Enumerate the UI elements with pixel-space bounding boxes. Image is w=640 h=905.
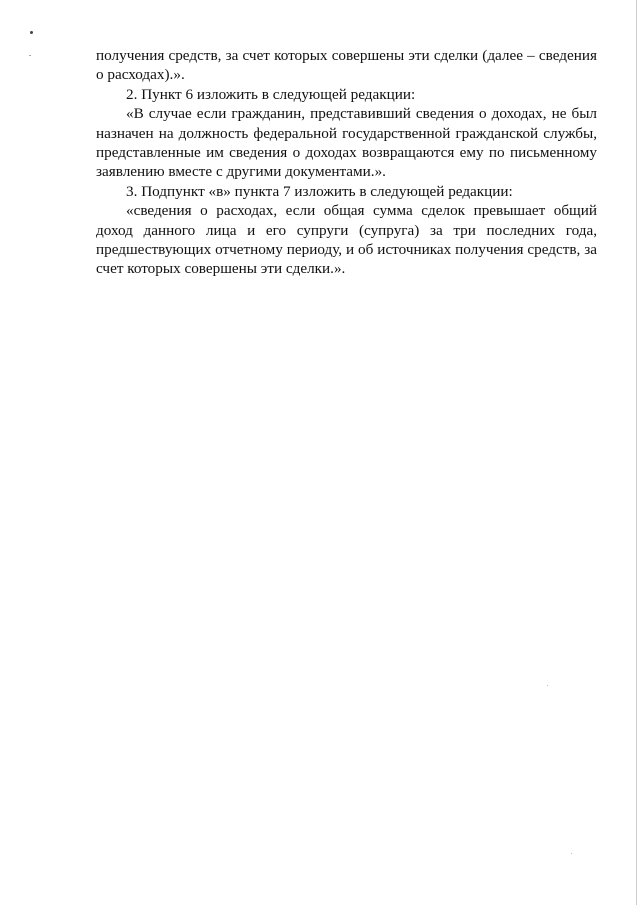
document-body [96,46,597,279]
scan-speck [547,685,548,686]
scan-speck [30,31,33,34]
scan-speck [29,55,31,56]
paragraph-item-2: 2. Пункт 6 изложить в следующей редакции: [126,85,416,103]
paragraph-quote-subpoint-v: «сведения о расходах, если общая сумма сделок превышает общий доход данного лица и его супруги (супруга) за три последних года, предшествующих отчетному периоду, и об источниках получения средств, за счет которых совершены эти сделки.». [96,202,597,278]
paragraph-quote-point-6: «В случае если гражданин, представивший сведения о доходах, не был назначен на должность федеральной государственной гражданской службы, представленные им сведения о доходах возвращаются ему по письменному заявлению вместе с другими документами.». [96,105,597,181]
scan-speck [571,853,572,854]
scan-edge-line [636,0,637,905]
paragraph-item-3: 3. Подпункт «в» пункта 7 изложить в следующей редакции: [126,182,513,200]
paragraph-continuation: получения средств, за счет которых совершены эти сделки (далее – сведения о расходах).». [96,47,597,84]
